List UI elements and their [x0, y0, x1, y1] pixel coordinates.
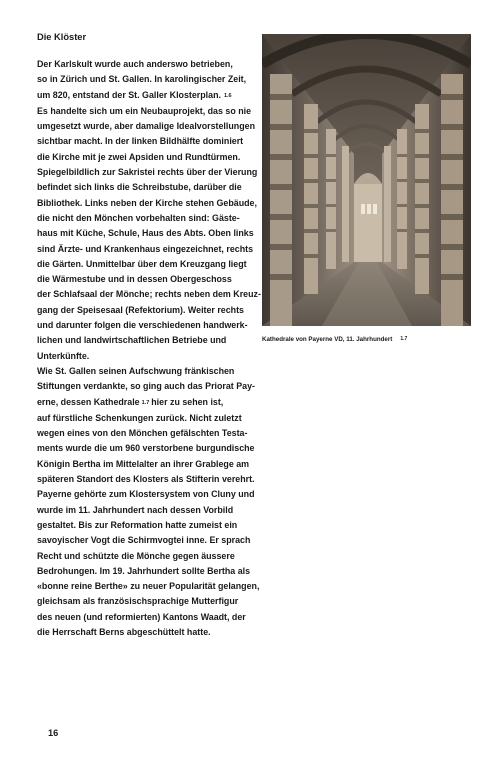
main-text-column	[37, 31, 261, 640]
section-heading: Die Klöster	[37, 32, 87, 42]
body-line: Königin Bertha im Mittelalter an ihrer Grablege am	[37, 458, 250, 469]
body-line: umgesetzt wurde, aber damalige Idealvorstellungen	[37, 121, 255, 132]
body-line: «bonne reine Berthe» zu neuer Popularität gelangen,	[37, 581, 260, 592]
figure-reference: 1.7	[141, 399, 150, 406]
photo-caption	[262, 335, 407, 344]
caption-text: Kathedrale von Payerne VD, 11. Jahrhundert	[262, 336, 393, 343]
body-line: Bedrohungen. Im 19. Jahrhundert sollte Bertha als	[37, 565, 251, 576]
body-line: gleichsam als französischsprachige Mutterfigur	[37, 596, 239, 607]
body-line: und darunter folgen die verschiedenen handwerk-	[37, 320, 248, 331]
body-line: des neuen (und reformierten) Kantons Waadt, der	[37, 611, 246, 622]
body-line: späteren Standort des Klosters als Stifterin verehrt.	[37, 474, 255, 485]
body-line: befindet sich links die Schreibstube, darüber die	[37, 182, 242, 193]
cathedral-interior-illustration	[262, 34, 471, 326]
body-line-text: hier zu sehen ist,	[151, 396, 224, 407]
body-line-with-ref	[37, 88, 250, 104]
body-line: Bibliothek. Links neben der Kirche stehen Gebäude,	[37, 197, 257, 208]
body-line: die Herrschaft Berns abgeschüttelt hatte.	[37, 626, 211, 637]
body-line: Payerne gehörte zum Klostersystem von Cluny und	[37, 489, 255, 500]
body-line: Der Karlskult wurde auch anderswo betrieben,	[37, 59, 233, 69]
body-line: Spiegelbildlich zur Sakristei rechts über der Vierung	[37, 167, 258, 178]
body-line: so in Zürich und St. Gallen. In karolingischer Zeit,	[37, 74, 247, 85]
body-text	[37, 57, 261, 640]
body-line: gang der Speisesaal (Refektorium). Weiter rechts	[37, 304, 244, 315]
body-line: die nicht den Mönchen vorbehalten sind: Gäste-	[37, 212, 240, 223]
body-line: sind Ärzte- und Krankenhaus eingezeichnet, rechts	[37, 243, 254, 254]
body-line: die Gärten. Unmittelbar über dem Kreuzgang liegt	[37, 258, 247, 269]
body-line: Stiftungen verdankte, so ging auch das Priorat Pay-	[37, 381, 255, 392]
cathedral-nave-photo	[262, 34, 471, 326]
body-line: savoyischer Vogt die Schirmvogtei inne. Er sprach	[37, 535, 251, 546]
body-line: der Schlafsaal der Mönche; rechts neben dem Kreuz-	[37, 289, 261, 300]
page-number: 16	[48, 728, 59, 738]
body-line-with-ref	[37, 395, 250, 411]
body-line: sichtbar macht. In der linken Bildhälfte dominiert	[37, 136, 244, 147]
body-line: lichen und landwirtschaftlichen Betriebe und	[37, 335, 227, 346]
body-line: Wie St. Gallen seinen Aufschwung fränkischen	[37, 365, 235, 376]
body-line: haus mit Küche, Schule, Haus des Abts. Oben links	[37, 228, 254, 239]
body-line: die Wärmestube und in dessen Obergeschoss	[37, 274, 232, 285]
body-line: Recht und schützte die Mönche gegen äussere	[37, 550, 235, 561]
body-line: auf fürstliche Schenkungen zurück. Nicht zuletzt	[37, 412, 242, 423]
figure-reference: 1.6	[223, 92, 232, 99]
body-line: ments wurde die um 960 verstorbene burgundische	[37, 443, 255, 454]
body-line: die Kirche mit je zwei Apsiden und Rundtürmen.	[37, 151, 241, 162]
body-line: wurde im 11. Jahrhundert nach dessen Vorbild	[37, 504, 234, 515]
body-line: gestaltet. Bis zur Reformation hatte zumeist ein	[37, 519, 238, 530]
body-line: Es handelte sich um ein Neubauprojekt, das so nie	[37, 105, 252, 116]
body-line-text: um 820, entstand der St. Galler Klosterplan.	[37, 89, 221, 100]
body-line-text: erne, dessen Kathedrale	[37, 396, 140, 407]
caption-figure-number: 1.7	[400, 336, 408, 342]
body-line: wegen eines von den Mönchen gefälschten Testa-	[37, 428, 248, 439]
body-line: Unterkünfte.	[37, 350, 90, 361]
